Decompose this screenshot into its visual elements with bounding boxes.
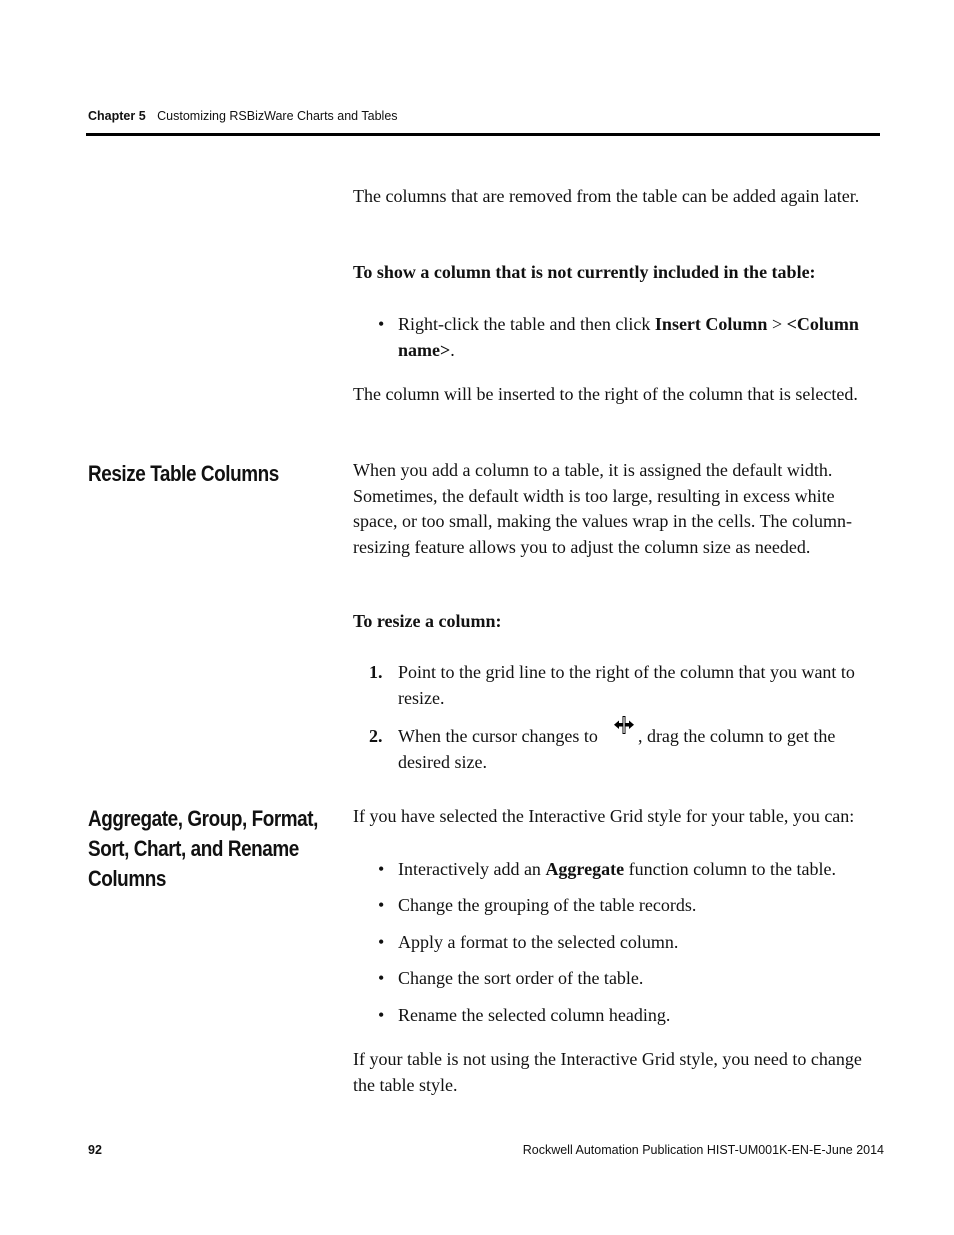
bullet-text: Right-click the table and then click Insert Column > <Column name>. <box>398 314 859 360</box>
bullet-text: Change the sort order of the table. <box>398 968 644 988</box>
resize-body: When you add a column to a table, it is assigned the default width. Sometimes, the default width is too large, resulting in excess white space, or too small, making the values wrap in the cells. The column-resizing feature allows you to adjust the column size as needed. <box>353 460 853 557</box>
aggregate-closing: If your table is not using the Interactive Grid style, you need to change the table style. <box>353 1049 862 1095</box>
bullet-dot: • <box>378 314 385 334</box>
column-name-label: <Column name> <box>398 314 859 360</box>
show-column-heading: To show a column that is not currently included in the table: <box>353 262 816 282</box>
publication-info: Rockwell Automation Publication HIST-UM001K-EN-E-June 2014 <box>522 1143 884 1157</box>
chapter-title: Customizing RSBizWare Charts and Tables <box>157 109 398 123</box>
bullet-text: Rename the selected column heading. <box>398 1005 671 1025</box>
resize-step-2 <box>369 724 878 775</box>
bullet-dot: • <box>378 895 385 915</box>
step-number: 2. <box>369 726 383 746</box>
step-text: When the cursor changes to , drag the column to get the desired size. <box>398 724 878 775</box>
step-number: 1. <box>369 662 383 682</box>
aggregate-bullet-1 <box>378 857 878 883</box>
bullet-dot: • <box>378 1005 385 1025</box>
bullet-dot: • <box>378 968 385 988</box>
aggregate-bullet-3 <box>378 930 878 956</box>
removed-columns-note: The columns that are removed from the table can be added again later. <box>353 186 860 206</box>
resize-procedure-heading: To resize a column: <box>353 611 502 631</box>
aggregate-section-heading: Aggregate, Group, Format, Sort, Chart, and Rename Columns <box>88 806 318 891</box>
inserted-column-note: The column will be inserted to the right of the column that is selected. <box>353 384 858 404</box>
bullet-text: Apply a format to the selected column. <box>398 932 679 952</box>
page-number: 92 <box>88 1143 102 1157</box>
aggregate-intro: If you have selected the Interactive Grid style for your table, you can: <box>353 806 855 826</box>
aggregate-label: Aggregate <box>545 859 625 879</box>
bullet-text: Change the grouping of the table records. <box>398 895 697 915</box>
bullet-dot: • <box>378 859 385 879</box>
insert-column-label: Insert Column <box>654 314 768 334</box>
aggregate-bullet-2 <box>378 893 878 919</box>
step-text: Point to the grid line to the right of the column that you want to resize. <box>398 662 855 708</box>
resize-step-1 <box>369 660 878 711</box>
bullet-text: Interactively add an Aggregate function column to the table. <box>398 859 837 879</box>
aggregate-bullet-5 <box>378 1003 878 1029</box>
resize-cursor-icon <box>614 715 634 735</box>
chapter-label: Chapter 5 <box>88 109 146 123</box>
resize-section-heading: Resize Table Columns <box>88 461 279 486</box>
running-header <box>88 109 880 123</box>
bullet-dot: • <box>378 932 385 952</box>
header-rule <box>86 133 880 136</box>
aggregate-bullet-4 <box>378 966 878 992</box>
show-column-bullet <box>378 312 878 363</box>
